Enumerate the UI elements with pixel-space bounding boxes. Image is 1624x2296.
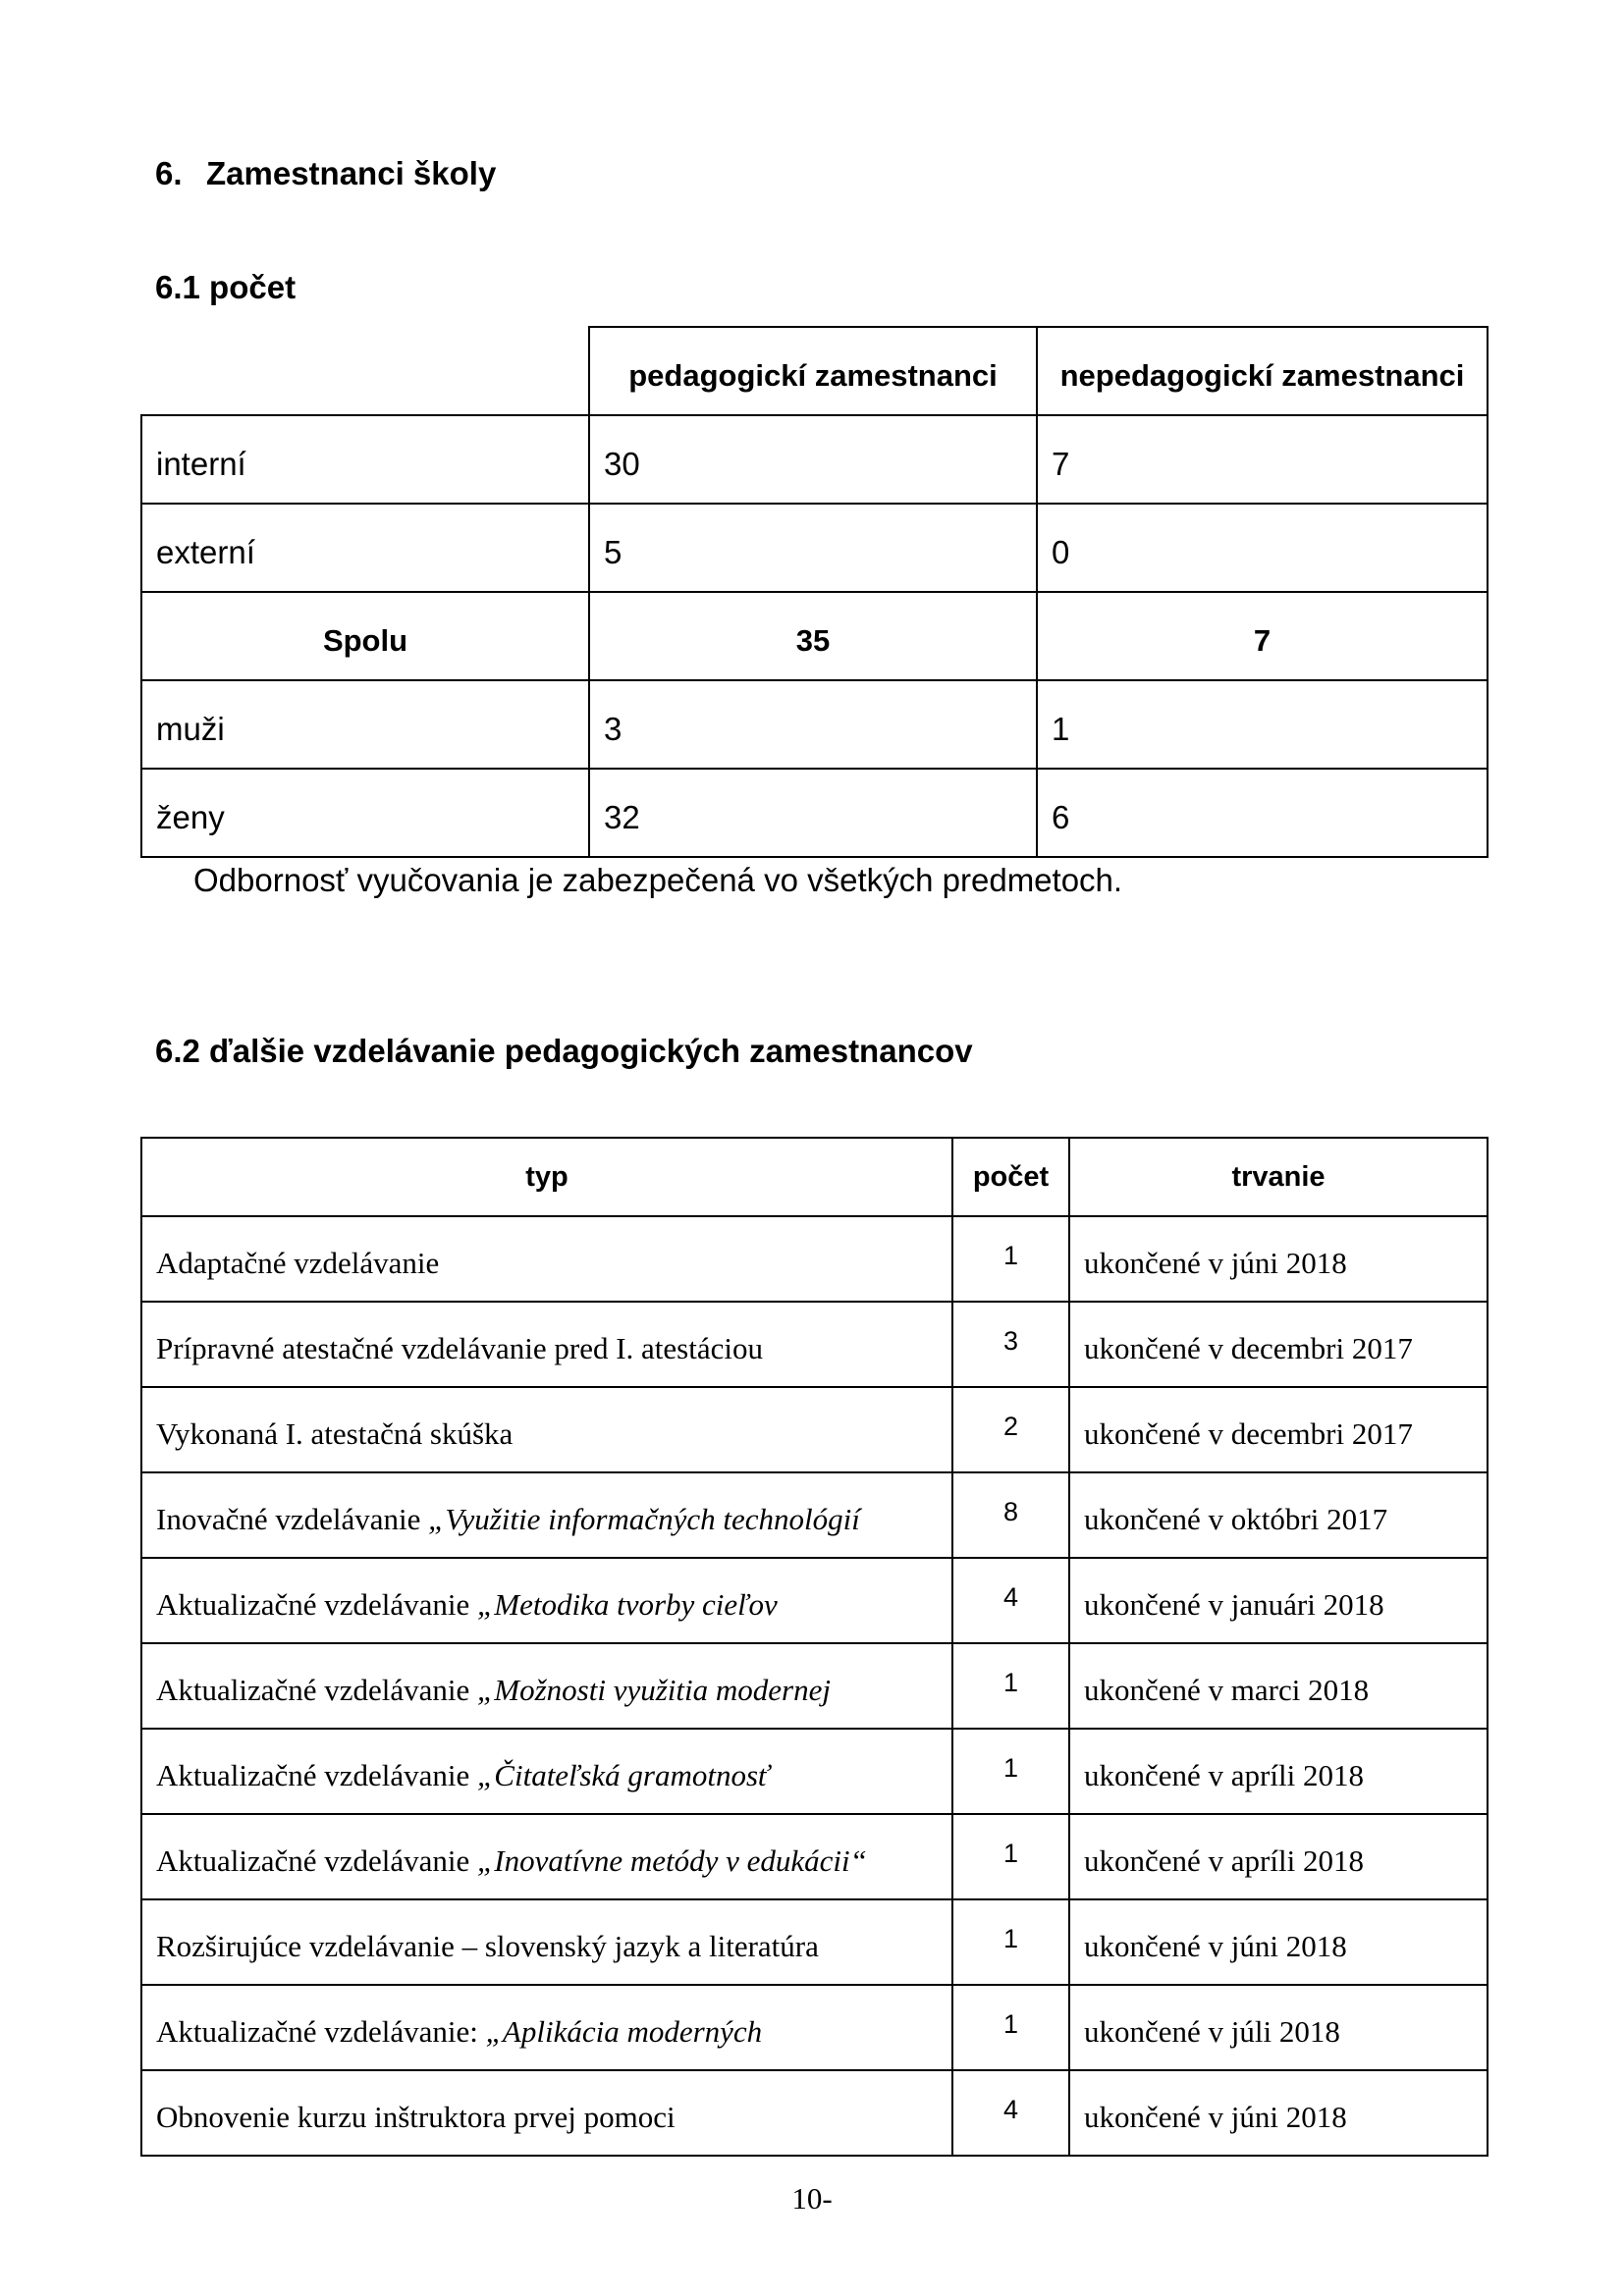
- subsection-heading-count: 6.1 počet: [155, 269, 297, 305]
- training-type-text: Aktualizačné vzdelávanie: [156, 1672, 478, 1707]
- training-duration: ukončené v júni 2018: [1069, 1899, 1488, 1985]
- training-type-text: Aktualizačné vzdelávanie: [156, 1586, 478, 1622]
- training-duration: ukončené v júni 2018: [1069, 1216, 1488, 1302]
- training-count: 1: [952, 1814, 1069, 1899]
- section-number: 6.: [155, 155, 183, 191]
- training-type: [141, 1899, 952, 1985]
- training-count: 3: [952, 1302, 1069, 1387]
- training-type-text: Inovačné vzdelávanie: [156, 1501, 429, 1536]
- training-type-title: „Možnosti využitia modernej: [477, 1672, 831, 1707]
- training-type: [141, 1558, 952, 1643]
- training-type-text: Aktualizačné vzdelávanie: [156, 1757, 478, 1792]
- training-type: [141, 1387, 952, 1472]
- section-heading: [155, 155, 496, 192]
- training-type: [141, 1302, 952, 1387]
- staff-table-row: [141, 592, 1488, 680]
- training-duration: ukončené v októbri 2017: [1069, 1472, 1488, 1558]
- training-type-text: Obnovenie kurzu inštruktora prvej pomoci: [156, 2099, 676, 2134]
- row-label: muži: [141, 680, 589, 769]
- training-table-header-row: [141, 1138, 1488, 1216]
- training-type-text: Prípravné atestačné vzdelávanie pred I. atestáciou: [156, 1330, 763, 1365]
- training-duration: ukončené v marci 2018: [1069, 1643, 1488, 1729]
- training-count: 1: [952, 1899, 1069, 1985]
- training-type-text: Rozširujúce vzdelávanie – slovenský jazyk a literatúra: [156, 1928, 819, 1963]
- non-pedagogical-value: 7: [1037, 415, 1488, 504]
- table-row: [141, 1216, 1488, 1302]
- training-type: [141, 2070, 952, 2156]
- non-pedagogical-value: 7: [1037, 592, 1488, 680]
- header-duration: trvanie: [1069, 1138, 1488, 1216]
- training-type: [141, 1643, 952, 1729]
- row-label: interní: [141, 415, 589, 504]
- header-count: počet: [952, 1138, 1069, 1216]
- training-count: 1: [952, 1985, 1069, 2070]
- staff-table-header-row: [141, 327, 1488, 415]
- training-type-text: Adaptačné vzdelávanie: [156, 1245, 440, 1280]
- training-count: 4: [952, 2070, 1069, 2156]
- row-label: ženy: [141, 769, 589, 857]
- staff-table-row: [141, 504, 1488, 592]
- training-count: 2: [952, 1387, 1069, 1472]
- staff-table-row: [141, 680, 1488, 769]
- staff-count-table: [140, 326, 1489, 858]
- training-type-title: „Čitateľská gramotnosť: [477, 1757, 770, 1792]
- table-row: [141, 1558, 1488, 1643]
- staff-table-row: [141, 769, 1488, 857]
- staff-table-row: [141, 415, 1488, 504]
- table-row: [141, 1899, 1488, 1985]
- table-row: [141, 1643, 1488, 1729]
- training-type: [141, 1472, 952, 1558]
- training-duration: ukončené v decembri 2017: [1069, 1387, 1488, 1472]
- header-blank-cell: [141, 327, 589, 415]
- training-table: [140, 1137, 1489, 2157]
- training-count: 1: [952, 1216, 1069, 1302]
- pedagogical-value: 3: [589, 680, 1037, 769]
- training-count: 1: [952, 1643, 1069, 1729]
- table-row: [141, 1472, 1488, 1558]
- non-pedagogical-value: 6: [1037, 769, 1488, 857]
- training-duration: ukončené v decembri 2017: [1069, 1302, 1488, 1387]
- pedagogical-value: 30: [589, 415, 1037, 504]
- pedagogical-value: 5: [589, 504, 1037, 592]
- table-row: [141, 1302, 1488, 1387]
- pedagogical-value: 35: [589, 592, 1037, 680]
- table-row: [141, 1814, 1488, 1899]
- training-type-title: „Aplikácia moderných: [485, 2013, 763, 2049]
- training-duration: ukončené v apríli 2018: [1069, 1814, 1488, 1899]
- training-duration: ukončené v júli 2018: [1069, 1985, 1488, 2070]
- pedagogical-value: 32: [589, 769, 1037, 857]
- table-row: [141, 2070, 1488, 2156]
- training-type-title: „Metodika tvorby cieľov: [477, 1586, 778, 1622]
- training-count: 8: [952, 1472, 1069, 1558]
- page-number: 10-: [791, 2181, 833, 2216]
- table-row: [141, 1729, 1488, 1814]
- non-pedagogical-value: 0: [1037, 504, 1488, 592]
- training-duration: ukončené v januári 2018: [1069, 1558, 1488, 1643]
- row-label: Spolu: [141, 592, 589, 680]
- training-count: 1: [952, 1729, 1069, 1814]
- training-duration: ukončené v júni 2018: [1069, 2070, 1488, 2156]
- subsection-heading-training: 6.2 ďalšie vzdelávanie pedagogických zamestnancov: [155, 1033, 973, 1069]
- training-type-title: „Inovatívne metódy v edukácii“: [477, 1842, 867, 1878]
- training-type: [141, 1814, 952, 1899]
- training-type-text: Vykonaná I. atestačná skúška: [156, 1415, 514, 1451]
- training-type: [141, 1729, 952, 1814]
- training-type-title: „Využitie informačných technológií: [428, 1501, 860, 1536]
- table-row: [141, 1985, 1488, 2070]
- header-type: typ: [141, 1138, 952, 1216]
- training-type-text: Aktualizačné vzdelávanie:: [156, 2013, 486, 2049]
- section-title: Zamestnanci školy: [206, 155, 497, 191]
- non-pedagogical-value: 1: [1037, 680, 1488, 769]
- table-row: [141, 1387, 1488, 1472]
- training-type: [141, 1216, 952, 1302]
- row-label: externí: [141, 504, 589, 592]
- training-type: [141, 1985, 952, 2070]
- note-text: Odbornosť vyučovania je zabezpečená vo všetkých predmetoch.: [193, 862, 1123, 898]
- header-non-pedagogical: nepedagogickí zamestnanci: [1037, 327, 1488, 415]
- training-type-text: Aktualizačné vzdelávanie: [156, 1842, 478, 1878]
- training-duration: ukončené v apríli 2018: [1069, 1729, 1488, 1814]
- header-pedagogical: pedagogickí zamestnanci: [589, 327, 1037, 415]
- training-count: 4: [952, 1558, 1069, 1643]
